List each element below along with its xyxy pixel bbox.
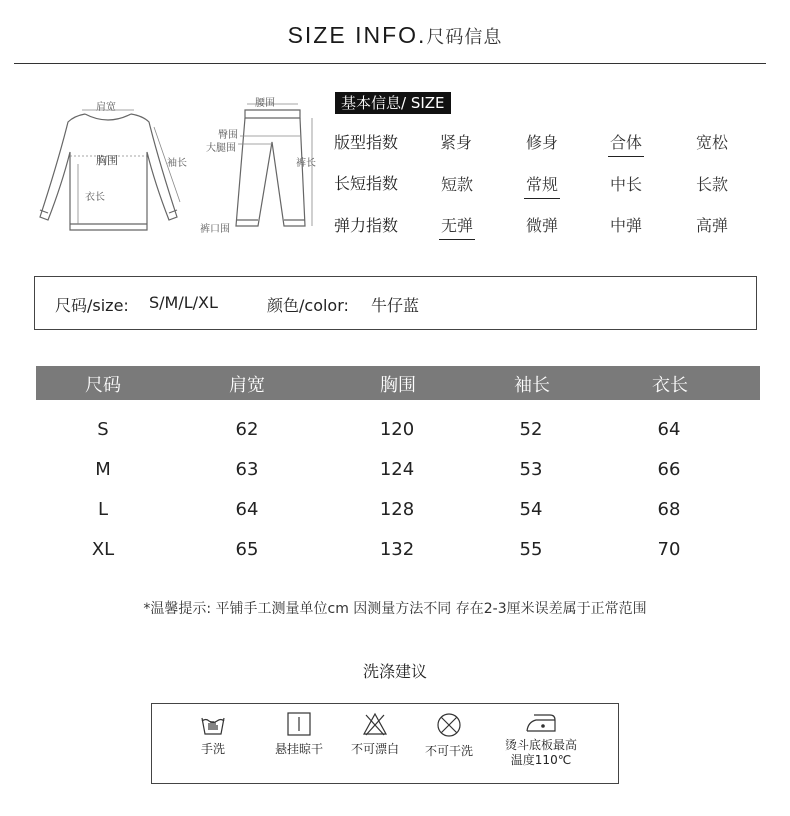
table-cell: 124: [379, 459, 415, 480]
color-label: 颜色/color:: [267, 296, 349, 315]
spec-row-fit-label: 版型指数: [334, 133, 399, 152]
measure-note: *温馨提示: 平铺手工测量单位cm 因测量方法不同 存在2-3厘米误差属于正常范围: [143, 601, 647, 617]
spec-option-selected: 合体: [608, 130, 644, 157]
wash-label-line1: 烫斗底板最高: [504, 738, 577, 752]
no-bleach-icon: [362, 712, 388, 736]
table-cell: 64: [235, 499, 259, 520]
title-en: SIZE INFO.: [287, 22, 427, 48]
iron-icon: [524, 712, 558, 734]
spec-option: 中长: [609, 175, 642, 194]
wash-label-line2: 温度110℃: [510, 753, 572, 767]
wash-item: [342, 712, 408, 757]
spec-option: 紧身: [439, 133, 472, 152]
wash-label: [496, 738, 586, 768]
wash-title: 洗涤建议: [362, 662, 427, 681]
table-cell: 132: [379, 539, 415, 560]
table-cell: M: [95, 459, 111, 480]
spec-badge: 基本信息/ SIZE: [335, 92, 451, 114]
wash-label: 不可干洗: [424, 744, 473, 758]
spec-row-stretch-label: 弹力指数: [334, 216, 399, 235]
table-cell: 55: [519, 539, 543, 560]
wash-item: [264, 712, 334, 757]
col-header: 衣长: [652, 375, 688, 396]
spec-option: 长款: [695, 175, 728, 194]
wash-label: 不可漂白: [350, 742, 399, 756]
wash-label: 悬挂晾干: [274, 742, 323, 756]
table-header: [36, 366, 760, 400]
label-sleeve: 袖长: [167, 158, 187, 169]
spec-option: 宽松: [695, 133, 728, 152]
col-header: 胸围: [380, 375, 416, 396]
table-cell: 64: [657, 419, 681, 440]
spec-option: 微弹: [525, 216, 558, 235]
size-value: S/M/L/XL: [149, 293, 218, 312]
wash-item: [416, 712, 482, 759]
table-cell: 68: [657, 499, 681, 520]
size-label: 尺码/size:: [55, 296, 129, 315]
label-length: 衣长: [85, 192, 105, 203]
page-title: [0, 22, 790, 49]
label-shoulder: 肩宽: [96, 102, 116, 113]
table-cell: L: [97, 499, 109, 520]
table-cell: 70: [657, 539, 681, 560]
top-diagram: [30, 92, 195, 237]
header-divider: [14, 63, 766, 64]
table-cell: 53: [519, 459, 543, 480]
table-cell: 120: [379, 419, 415, 440]
table-cell: 52: [519, 419, 543, 440]
label-hip: 臀围: [218, 130, 238, 141]
label-waist: 腰围: [255, 98, 275, 109]
pants-diagram: [200, 92, 325, 237]
table-cell: 62: [235, 419, 259, 440]
spec-option: 高弹: [695, 216, 728, 235]
wash-box: [151, 703, 619, 784]
wash-item: [188, 712, 238, 757]
spec-option-selected: 无弹: [439, 213, 475, 240]
table-cell: 54: [519, 499, 543, 520]
wash-label: 手洗: [200, 742, 225, 756]
wash-item: [496, 712, 586, 768]
table-cell: 128: [379, 499, 415, 520]
col-header: 肩宽: [229, 375, 265, 396]
label-chest: 胸围: [96, 154, 118, 167]
label-pants-length: 裤长: [296, 158, 316, 169]
spec-option: 中弹: [609, 216, 642, 235]
color-value: 牛仔蓝: [371, 296, 420, 315]
table-cell: 63: [235, 459, 259, 480]
table-cell: 65: [235, 539, 259, 560]
table-cell: XL: [91, 539, 115, 560]
spec-option-selected: 常规: [524, 172, 560, 199]
title-cn: 尺码信息: [426, 27, 503, 48]
label-hem: 裤口围: [200, 224, 230, 235]
table-cell: 66: [657, 459, 681, 480]
spec-option: 短款: [440, 175, 473, 194]
spec-row-length-label: 长短指数: [334, 174, 399, 193]
hand-wash-icon: [200, 712, 226, 736]
spec-option: 修身: [525, 133, 558, 152]
hang-dry-icon: [287, 712, 311, 736]
col-header: 袖长: [514, 375, 550, 396]
size-color-box: [34, 276, 757, 330]
no-dry-clean-icon: [436, 712, 462, 738]
table-cell: S: [97, 419, 109, 440]
col-header: 尺码: [85, 375, 121, 396]
label-thigh: 大腿围: [206, 143, 236, 154]
